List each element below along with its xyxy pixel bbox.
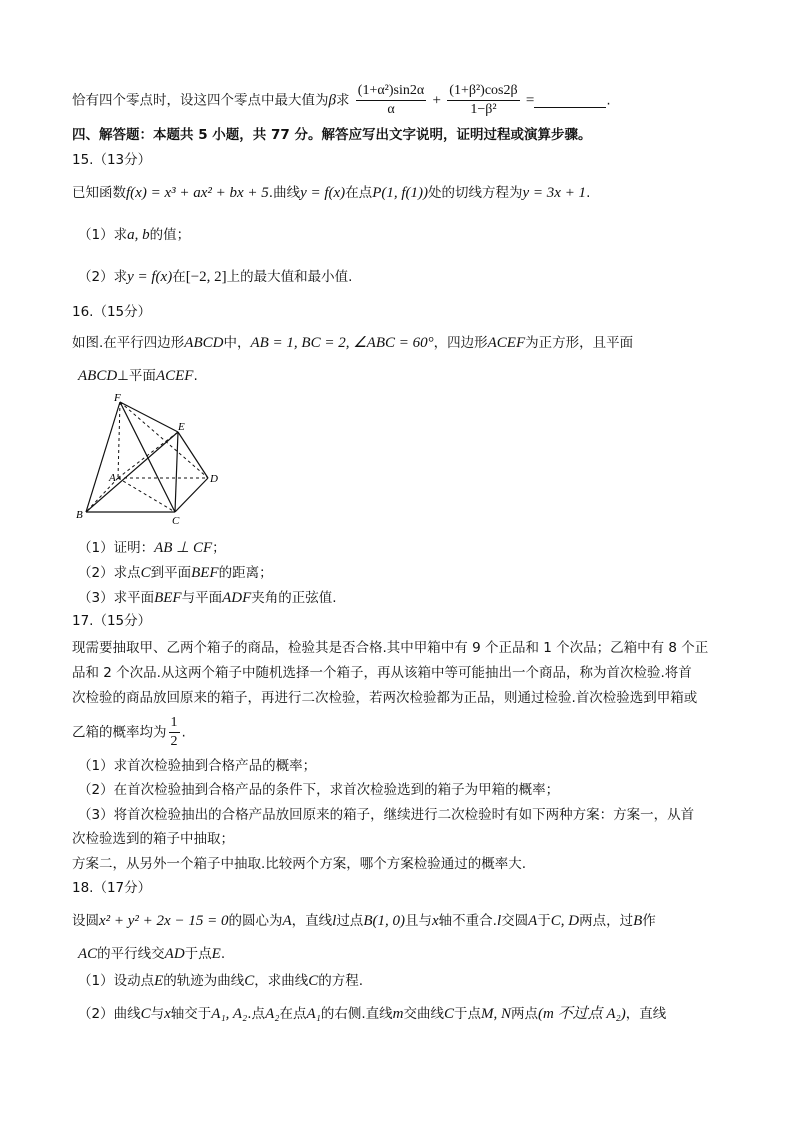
q18-p2-C2: C	[443, 1006, 454, 1022]
q14-fraction-1	[356, 82, 426, 119]
label-A: A	[109, 472, 116, 484]
q16-abcd: ABCD	[184, 335, 224, 351]
edge-AE-hidden	[118, 432, 178, 478]
label-E: E	[178, 421, 185, 433]
label-D: D	[210, 473, 218, 485]
q16-p2-text-3: 的距离；	[218, 565, 273, 581]
q16-plane-acef: ACEF	[155, 368, 194, 384]
q18-t4: 过点	[336, 913, 364, 929]
q15-p2-text-2: 在	[172, 269, 186, 285]
q18-m-B: B	[633, 913, 643, 929]
q16-perp-text: ⊥平面	[117, 368, 156, 384]
q17-part-1: （1）求首次检验抽到合格产品的概率；	[78, 758, 317, 774]
q15-text-3: 在点	[345, 185, 373, 201]
edge-FB	[86, 402, 120, 512]
q18-t7: 交圆	[501, 913, 529, 929]
label-F: F	[114, 392, 121, 404]
q18-m-A: A	[282, 913, 292, 929]
q16-p2-text-2: 到平面	[150, 565, 192, 581]
q18-m-A2: A	[528, 913, 538, 929]
q18-p2-t5: 在点	[279, 1006, 307, 1022]
q17-stem-line-2: 品和 2 个次品.从这两个箱子中随机选择一个箱子，再从该箱中等可能抽出一个商品，称为首次检验.将首	[72, 665, 692, 681]
edge-FC	[120, 402, 175, 512]
q18-t13: .	[220, 946, 226, 962]
q14-equals: =	[525, 92, 535, 109]
q16-conditions: AB = 1, BC = 2, ∠ABC = 60°	[250, 335, 434, 351]
q15-part-1	[78, 225, 190, 245]
q18-p2-t4: .点	[247, 1006, 266, 1022]
q14-frac1-denominator: α	[387, 102, 395, 117]
q18-p2-t6: 的右侧.直线	[320, 1006, 393, 1022]
q18-t10: 作	[642, 913, 656, 929]
q18-p1-t2: 的轨迹为曲线	[163, 973, 245, 989]
q15-p2-func: y = f(x)	[127, 269, 173, 285]
q18-m-CD: C, D	[550, 913, 580, 929]
q15-p2-text: （2）求	[78, 269, 128, 285]
q14-answer-blank	[534, 93, 606, 108]
q16-part-2	[78, 563, 273, 583]
q18-p2-t2: 与	[150, 1006, 165, 1022]
q15-text-4: 处的切线方程为	[428, 185, 523, 201]
q15-p2-interval: [−2, 2]	[185, 269, 227, 285]
q18-p2-t7: 交曲线	[403, 1006, 444, 1022]
q16-geometry-figure	[74, 392, 224, 524]
q15-point: P(1, f(1))	[372, 185, 428, 201]
q18-stem-line-2	[78, 944, 225, 964]
q14-beta: β	[328, 92, 336, 109]
q15-header: 15.（13分）	[72, 152, 152, 168]
q16-part-1	[78, 538, 226, 558]
label-C: C	[172, 515, 180, 524]
q16-p1-text: （1）证明：	[78, 540, 155, 556]
q16-plane-abcd: ABCD	[78, 368, 118, 384]
q17-part-3-line-1: （3）将首次检验抽出的合格产品放回原来的箱子，继续进行二次检验时有如下两种方案：方案一，从首	[78, 807, 695, 823]
q17-part-3-line-3: 方案二，从另外一个箱子中抽取.比较两个方案，哪个方案检验通过的概率大.	[72, 856, 527, 872]
q18-point-B: B(1, 0)	[363, 913, 405, 929]
q16-text-1: 如图.在平行四边形	[72, 335, 185, 351]
edge-EC	[175, 432, 178, 512]
q18-t3: ，直线	[291, 913, 333, 929]
q16-stem-line-1	[72, 333, 633, 353]
q16-p2-plane: BEF	[191, 565, 219, 581]
q15-p1-text: （1）求	[78, 227, 128, 243]
q18-p1-t4: 的方程.	[318, 973, 364, 989]
q17-stem-line-1: 现需要抽取甲、乙两个箱子的商品，检验其是否合格.其中甲箱中有 9 个正品和 1 个次品；乙箱中有 8 个正	[72, 640, 709, 656]
q18-t2: 的圆心为	[228, 913, 283, 929]
q16-stem-line-2	[78, 366, 198, 386]
q14-frac2-denominator: 1−β²	[470, 102, 497, 117]
q18-t6: 轴不重合.	[438, 913, 497, 929]
edge-BE	[86, 432, 178, 512]
q15-p2-text-3: 上的最大值和最小值.	[226, 269, 353, 285]
q18-p1-t1: （1）设动点	[78, 973, 155, 989]
section-4-heading: 四、解答题：本题共 5 小题，共 77 分。解答应写出文字说明，证明过程或演算步骤。	[72, 127, 592, 143]
q18-t11: 的平行线交	[97, 946, 165, 962]
q15-p1-text-2: 的值；	[149, 227, 191, 243]
edge-ED	[178, 432, 208, 478]
q18-t12: 于点	[184, 946, 212, 962]
q18-t8: 于	[537, 913, 551, 929]
q18-p1-t3: ，求曲线	[254, 973, 309, 989]
q15-curve: y = f(x)	[300, 185, 346, 201]
q14-plus: +	[432, 92, 441, 109]
q18-part-2	[78, 1004, 666, 1024]
q18-p1-C: C	[244, 973, 255, 989]
q16-p2-text: （2）求点	[78, 565, 141, 581]
q18-p1-C2: C	[308, 973, 319, 989]
q18-p2-note: (m 不过点 A₂)	[538, 1006, 626, 1022]
q16-acef: ACEF	[487, 335, 526, 351]
q15-text-1: 已知函数	[72, 185, 126, 201]
q17-part-2: （2）在首次检验抽到合格产品的条件下，求首次检验选到的箱子为甲箱的概率；	[78, 782, 560, 798]
q17-stem-line-4	[72, 714, 186, 751]
q18-m-l: l	[332, 913, 337, 929]
q14-frac2-numerator: (1+β²)cos2β	[447, 82, 519, 101]
q18-t5: 且与	[404, 913, 432, 929]
q16-p3-text-3: 夹角的正弦值.	[251, 590, 337, 606]
q16-part-3	[78, 588, 337, 608]
q15-function: f(x) = x³ + ax² + bx + 5	[126, 185, 269, 201]
q18-p2-C: C	[140, 1006, 151, 1022]
q17-header: 17.（15分）	[72, 613, 152, 629]
q17-half-den: 2	[170, 734, 178, 749]
q18-p2-A2: A₂	[265, 1006, 280, 1022]
q18-p2-m: m	[392, 1006, 404, 1022]
label-B: B	[76, 509, 83, 521]
edge-FA-hidden	[118, 402, 120, 478]
q18-m-x: x	[431, 913, 439, 929]
q18-header: 18.（17分）	[72, 880, 152, 896]
q18-t9: 两点，过	[579, 913, 634, 929]
q17-half-fraction	[169, 714, 180, 751]
q16-text-2: 中，	[223, 335, 251, 351]
q18-m-AC: AC	[78, 946, 98, 962]
q18-p1-E: E	[154, 973, 164, 989]
q18-m-l2: l	[496, 913, 502, 929]
q18-part-1	[78, 971, 363, 991]
q18-p2-t9: 两点	[511, 1006, 538, 1022]
q15-text-2: .曲线	[268, 185, 301, 201]
q18-p2-MN: M, N	[481, 1006, 511, 1022]
q18-m-AD: AD	[164, 946, 185, 962]
q18-t1: 设圆	[72, 913, 99, 929]
q17-period: .	[181, 724, 186, 741]
q18-p2-A1: A₁	[306, 1006, 321, 1022]
q18-p2-x: x	[164, 1006, 171, 1022]
q15-text-5: .	[586, 185, 591, 201]
q17-prob-text: 乙箱的概率均为	[72, 724, 167, 741]
q17-half-num: 1	[169, 714, 180, 733]
q14-ending-line	[72, 82, 611, 119]
q18-p2-t8: 于点	[454, 1006, 481, 1022]
q16-p3-text-2: 与平面	[181, 590, 223, 606]
q17-stem-line-3: 次检验的商品放回原来的箱子，再进行二次检验，若两次检验都为正品，则通过检验.首次检验选到甲箱或	[72, 690, 698, 706]
q14-frac1-numerator: (1+α²)sin2α	[356, 82, 426, 101]
q18-stem-line-1	[72, 911, 656, 931]
q16-period: .	[193, 368, 198, 384]
q16-p1-text-2: ；	[212, 540, 226, 556]
q15-stem	[72, 183, 590, 203]
q16-text-4: 为正方形，且平面	[525, 335, 634, 351]
q14-intro-text: 恰有四个零点时，设这四个零点中最大值为	[72, 92, 329, 109]
q15-part-2	[78, 267, 352, 287]
q16-header: 16.（15分）	[72, 304, 152, 320]
q18-p2-t3: 轴交于	[170, 1006, 212, 1022]
q15-p1-vars: a, b	[127, 227, 150, 243]
q18-m-E: E	[211, 946, 221, 962]
q17-part-3-line-2: 次检验选到的箱子中抽取；	[72, 831, 234, 847]
q16-p2-point: C	[140, 565, 151, 581]
q18-circle-eq: x² + y² + 2x − 15 = 0	[99, 913, 229, 929]
q14-period: .	[606, 92, 611, 109]
q16-p3-plane-2: ADF	[222, 590, 252, 606]
q14-fraction-2	[447, 82, 519, 119]
q16-p1-math: AB ⊥ CF	[154, 540, 213, 556]
q16-p3-text: （3）求平面	[78, 590, 155, 606]
q15-tangent: y = 3x + 1	[522, 185, 587, 201]
q18-p2-t10: ，直线	[625, 1006, 667, 1022]
q18-p2-A1A2: A₁, A₂	[211, 1006, 248, 1022]
q18-p2-t1: （2）曲线	[78, 1006, 141, 1022]
q14-qiu: 求	[335, 92, 350, 109]
q16-p3-plane-1: BEF	[154, 590, 182, 606]
edge-CD	[175, 478, 208, 512]
q16-text-3: ，四边形	[433, 335, 488, 351]
